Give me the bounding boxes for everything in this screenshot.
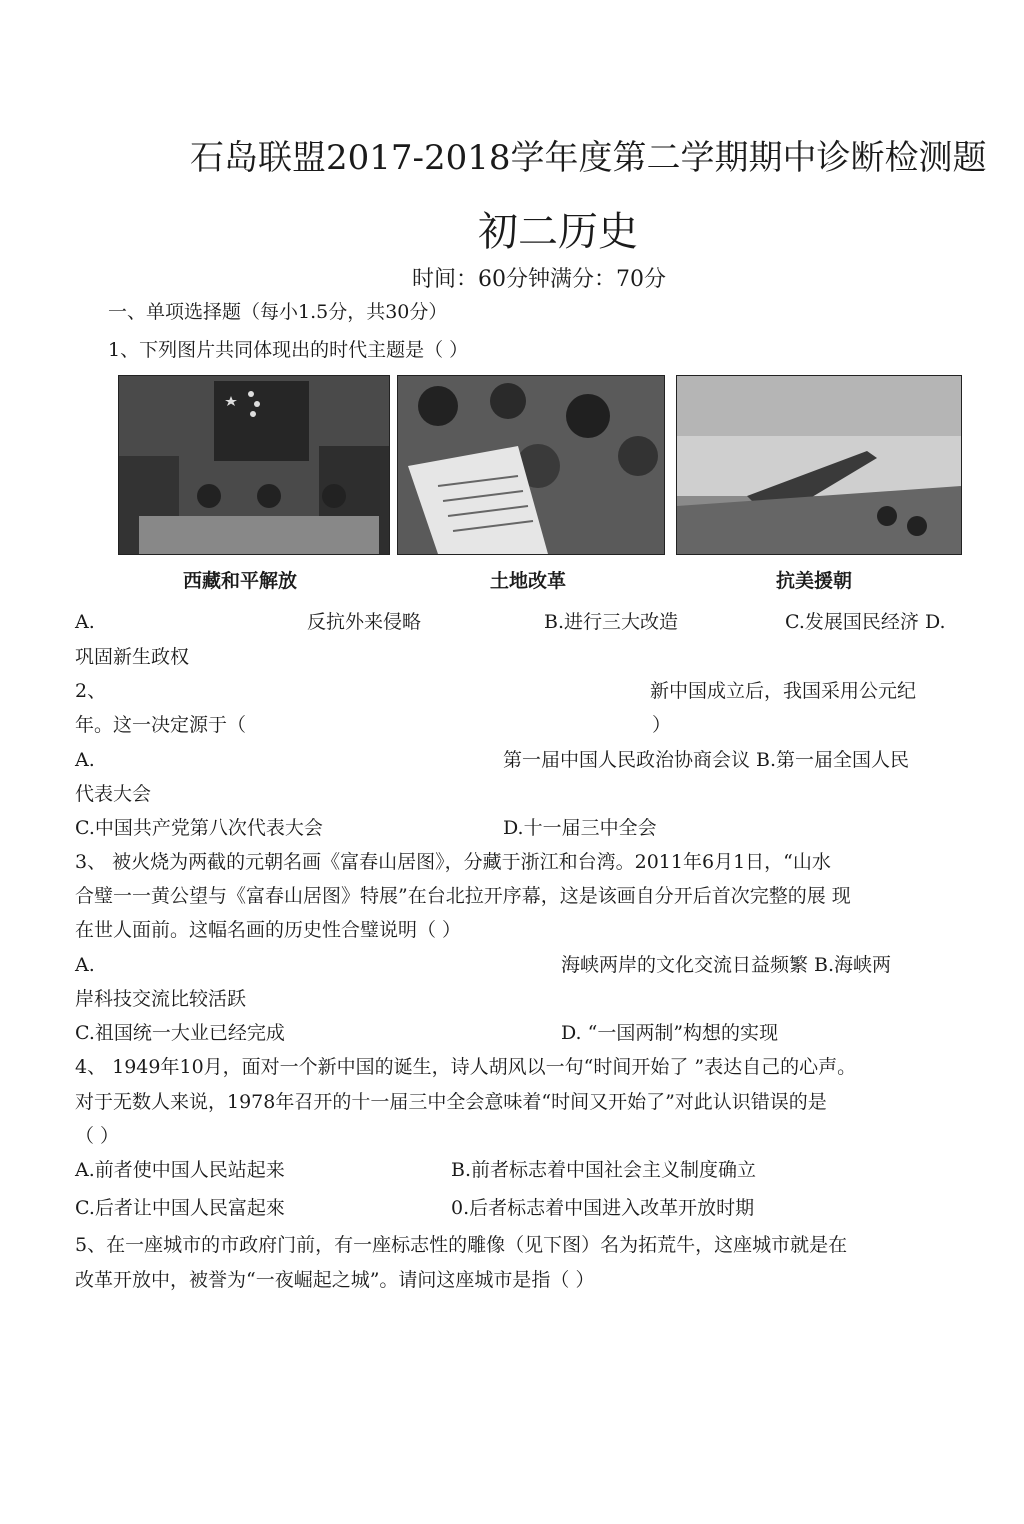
caption-land-reform: 土地改革 bbox=[490, 570, 567, 592]
q4-line-3: （ ） bbox=[75, 1125, 120, 1147]
q4-option-c: C.后者让中国人民富起來 bbox=[75, 1197, 285, 1219]
q1-option-a: 反抗外来侵略 bbox=[307, 611, 422, 633]
q1-option-d: 巩固新生政权 bbox=[75, 646, 190, 668]
q2-stem: 新中国成立后，我国采用公元纪 bbox=[650, 680, 917, 702]
photo-land-reform bbox=[397, 375, 665, 555]
q1-stem: 1、下列图片共同体现出的时代主题是（ ） bbox=[108, 339, 469, 361]
exam-meta: 时间：60分钟满分：70分 bbox=[412, 267, 666, 292]
q3-option-a: 海峡两岸的文化交流日益频繁 B.海峡两 bbox=[561, 954, 892, 976]
q4-option-b: B.前者标志着中国社会主义制度确立 bbox=[451, 1159, 757, 1181]
q2-option-c: C.中国共产党第八次代表大会 bbox=[75, 817, 323, 839]
q1-option-c: C.发展国民经济 D. bbox=[785, 611, 946, 633]
q2-option-b-cont: 代表大会 bbox=[75, 783, 152, 805]
subject-title: 初二历史 bbox=[478, 209, 638, 255]
q2-option-d: D.十一届三中全会 bbox=[503, 817, 657, 839]
caption-korean-war: 抗美援朝 bbox=[776, 570, 853, 592]
q1-option-a-label: A. bbox=[75, 611, 95, 633]
q3-option-c: C.祖国统一大业已经完成 bbox=[75, 1022, 285, 1044]
q3-line-3: 在世人面前。这幅名画的历史性合璧说明（ ） bbox=[75, 919, 462, 941]
q2-stem-close: ） bbox=[652, 714, 672, 736]
q3-option-d: D. “一国两制”构想的实现 bbox=[561, 1022, 779, 1044]
q4-option-a: A.前者使中国人民站起来 bbox=[75, 1159, 285, 1181]
q2-number: 2、 bbox=[75, 680, 107, 702]
section-heading: 一、单项选择题（每小1.5分，共30分） bbox=[108, 301, 448, 323]
photo-korean-war bbox=[676, 375, 962, 555]
q3-line-2: 合璧一一黄公望与《富春山居图》特展”在台北拉开序幕，这是该画自分开后首次完整的展 现 bbox=[75, 885, 851, 907]
q1-option-b: B.进行三大改造 bbox=[544, 611, 679, 633]
q3-line-1: 3、 被火烧为两截的元朝名画《富春山居图》，分藏于浙江和台湾。2011年6月1日，“山水 bbox=[75, 851, 831, 873]
q2-option-a-label: A. bbox=[75, 749, 95, 771]
q5-line-2: 改革开放中，被誉为“一夜崛起之城”。请问这座城市是指（ ） bbox=[75, 1269, 595, 1291]
q4-option-d: 0.后者标志着中国进入改革开放时期 bbox=[451, 1197, 755, 1219]
caption-tibet: 西藏和平解放 bbox=[183, 570, 298, 592]
photo-tibet-liberation bbox=[118, 375, 390, 555]
q3-option-a-label: A. bbox=[75, 954, 95, 976]
q5-line-1: 5、在一座城市的市政府门前，有一座标志性的雕像（见下图）名为拓荒牛，这座城市就是在 bbox=[75, 1234, 848, 1256]
q4-line-2: 对于无数人来说，1978年召开的十一届三中全会意味着“时间又开始了”对此认识错误的是 bbox=[75, 1091, 827, 1113]
q2-option-a: 第一届中国人民政治协商会议 B.第一届全国人民 bbox=[503, 749, 910, 771]
exam-title: 石岛联盟2017-2018学年度第二学期期中诊断检测题 bbox=[190, 138, 987, 178]
q3-option-b-cont: 岸科技交流比较活跃 bbox=[75, 988, 247, 1010]
q2-stem-cont: 年。这一决定源于（ bbox=[75, 714, 247, 736]
q4-line-1: 4、 1949年10月，面对一个新中国的诞生，诗人胡风以一句“时间开始了 ”表达自己的心声。 bbox=[75, 1056, 857, 1078]
